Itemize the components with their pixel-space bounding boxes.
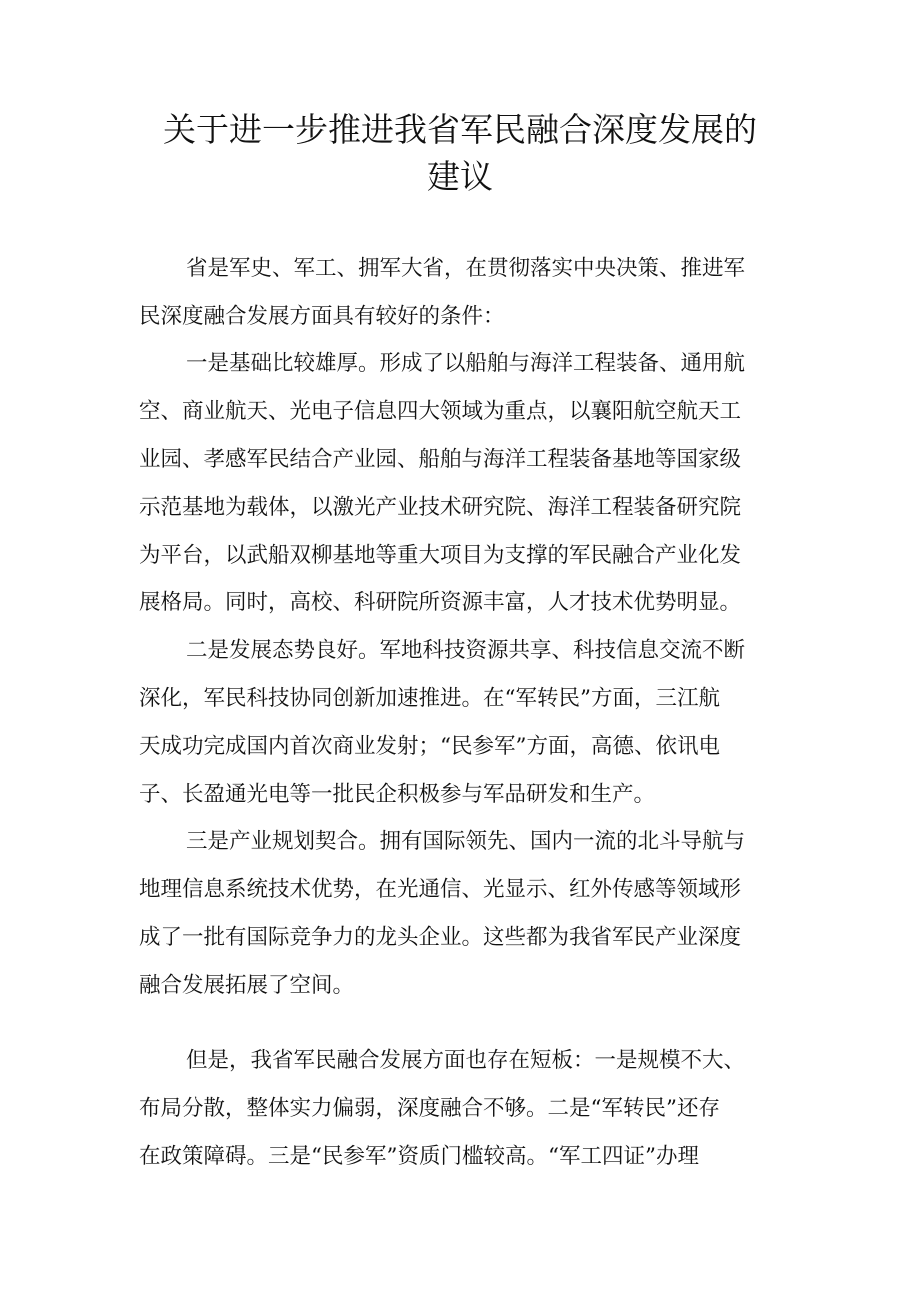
paragraph-line: 三是产业规划契合。拥有国际领先、国内一流的北斗导航与 [186,829,746,854]
paragraph-line: 深化，军民科技协同创新加速推进。在“军转民”方面，三江航 [139,686,720,711]
document-title-line-1: 关于进一步推进我省军民融合深度发展的 [163,110,757,149]
paragraph-line: 布局分散，整体实力偏弱，深度融合不够。二是“军转民”还存 [139,1096,720,1121]
document-title-line-2: 建议 [427,157,493,196]
paragraph-line: 为平台，以武船双柳基地等重大项目为支撑的军民融合产业化发 [139,543,742,568]
paragraph-line: 空、商业航天、光电子信息四大领域为重点，以襄阳航空航天工 [139,399,742,424]
paragraph-line: 在政策障碍。三是“民参军”资质门槛较高。“军工四证”办理 [139,1144,699,1169]
paragraph-line: 展格局。同时，高校、科研院所资源丰富，人才技术优势明显。 [139,590,742,615]
paragraph-line: 二是发展态势良好。军地科技资源共享、科技信息交流不断 [186,638,746,663]
paragraph-line: 一是基础比较雄厚。形成了以船舶与海洋工程装备、通用航 [186,351,746,376]
paragraph-line: 天成功完成国内首次商业发射；“民参军”方面，高德、依讯电 [139,734,720,759]
paragraph-line: 成了一批有国际竞争力的龙头企业。这些都为我省军民产业深度 [139,925,742,950]
paragraph-line: 但是，我省军民融合发展方面也存在短板：一是规模不大、 [186,1048,746,1073]
paragraph-line: 子、长盈通光电等一批民企积极参与军品研发和生产。 [139,782,656,807]
paragraph-line: 融合发展拓展了空间。 [139,973,355,998]
paragraph-line: 地理信息系统技术优势，在光通信、光显示、红外传感等领域形 [139,877,742,902]
paragraph-line: 民深度融合发展方面具有较好的条件： [139,304,505,329]
paragraph-line: 省是军史、军工、拥军大省，在贯彻落实中央决策、推进军 [186,256,746,281]
paragraph-line: 业园、孝感军民结合产业园、船舶与海洋工程装备基地等国家级 [139,447,742,472]
paragraph-line: 示范基地为载体，以激光产业技术研究院、海洋工程装备研究院 [139,495,742,520]
